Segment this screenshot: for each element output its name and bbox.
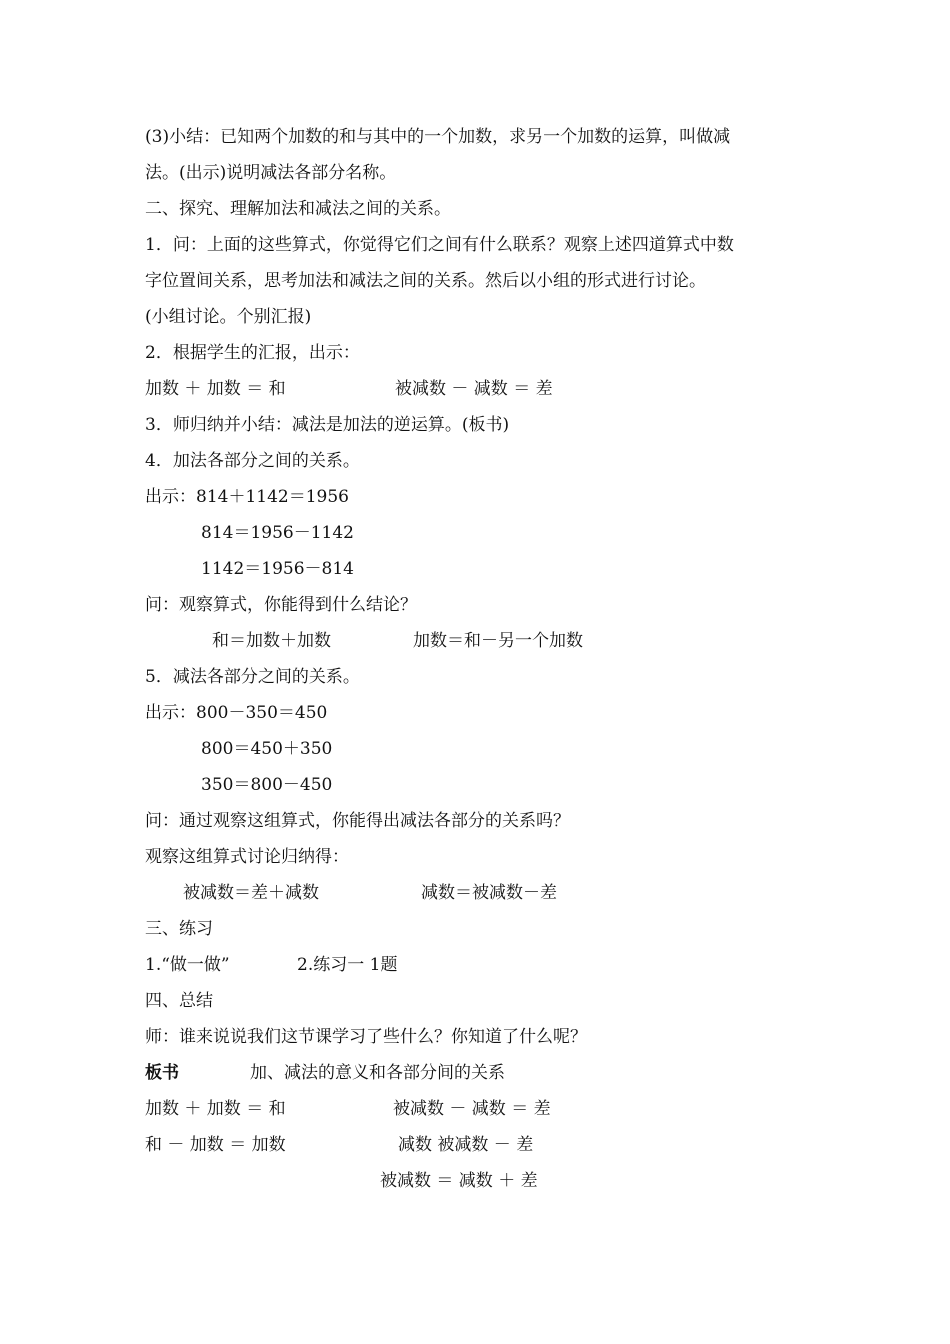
question-1-line-1: 1．问：上面的这些算式，你觉得它们之间有什么联系？观察上述四道算式中数 — [145, 235, 734, 255]
addition-example-2: 814＝1956－1142 — [201, 523, 354, 543]
exercise-1: 1.“做一做” — [145, 955, 230, 975]
addition-example-3: 1142＝1956－814 — [201, 559, 354, 579]
addition-conclusion-2: 加数＝和－另一个加数 — [413, 631, 583, 651]
board-addition-formula: 加数 ＋ 加数 ＝ 和 — [145, 1099, 286, 1119]
summary-line-2: 法。(出示)说明减法各部分名称。 — [145, 163, 397, 183]
addition-conclusion-1: 和＝加数＋加数 — [212, 631, 331, 651]
question-observe-subtraction: 问：通过观察这组算式，你能得出减法各部分的关系吗？ — [145, 811, 570, 831]
item-3-line: 3．师归纳并小结：减法是加法的逆运算。(板书) — [145, 415, 510, 435]
section-2-heading: 二、探究、理解加法和减法之间的关系。 — [145, 199, 451, 219]
exercise-2: 2.练习一 1题 — [297, 955, 398, 975]
question-1-line-2: 字位置间关系，思考加法和减法之间的关系。然后以小组的形式进行讨论。 — [145, 271, 706, 291]
observation-summary: 观察这组算式讨论归纳得： — [145, 847, 349, 867]
section-4-heading: 四、总结 — [145, 991, 213, 1011]
group-discussion-note: (小组讨论。个别汇报) — [145, 307, 312, 327]
board-subtraction-inverse-1: 减数 被减数 － 差 — [398, 1135, 534, 1155]
subtraction-example-1: 出示：800－350＝450 — [145, 703, 328, 723]
teacher-question: 师：谁来说说我们这节课学习了些什么？你知道了什么呢？ — [145, 1027, 587, 1047]
item-2-line: 2．根据学生的汇报，出示： — [145, 343, 360, 363]
board-label: 板书 — [145, 1063, 179, 1083]
item-4-heading: 4．加法各部分之间的关系。 — [145, 451, 360, 471]
item-5-heading: 5．减法各部分之间的关系。 — [145, 667, 360, 687]
addition-formula: 加数 ＋ 加数 ＝ 和 — [145, 379, 286, 399]
subtraction-conclusion-2: 减数＝被减数－差 — [421, 883, 557, 903]
subtraction-conclusion-1: 被减数＝差＋减数 — [183, 883, 319, 903]
subtraction-formula: 被减数 － 减数 ＝ 差 — [395, 379, 553, 399]
board-addition-inverse: 和 － 加数 ＝ 加数 — [145, 1135, 286, 1155]
subtraction-example-3: 350＝800－450 — [201, 775, 333, 795]
subtraction-example-2: 800＝450＋350 — [201, 739, 333, 759]
board-subtraction-inverse-2: 被减数 ＝ 减数 ＋ 差 — [380, 1171, 538, 1191]
section-3-heading: 三、练习 — [145, 919, 213, 939]
addition-example-1: 出示：814＋1142＝1956 — [145, 487, 349, 507]
summary-line-1: (3)小结：已知两个加数的和与其中的一个加数，求另一个加数的运算，叫做减 — [145, 127, 731, 147]
board-subtraction-formula: 被减数 － 减数 ＝ 差 — [393, 1099, 551, 1119]
question-observe-addition: 问：观察算式，你能得到什么结论？ — [145, 595, 417, 615]
board-title: 加、减法的意义和各部分间的关系 — [250, 1063, 505, 1083]
